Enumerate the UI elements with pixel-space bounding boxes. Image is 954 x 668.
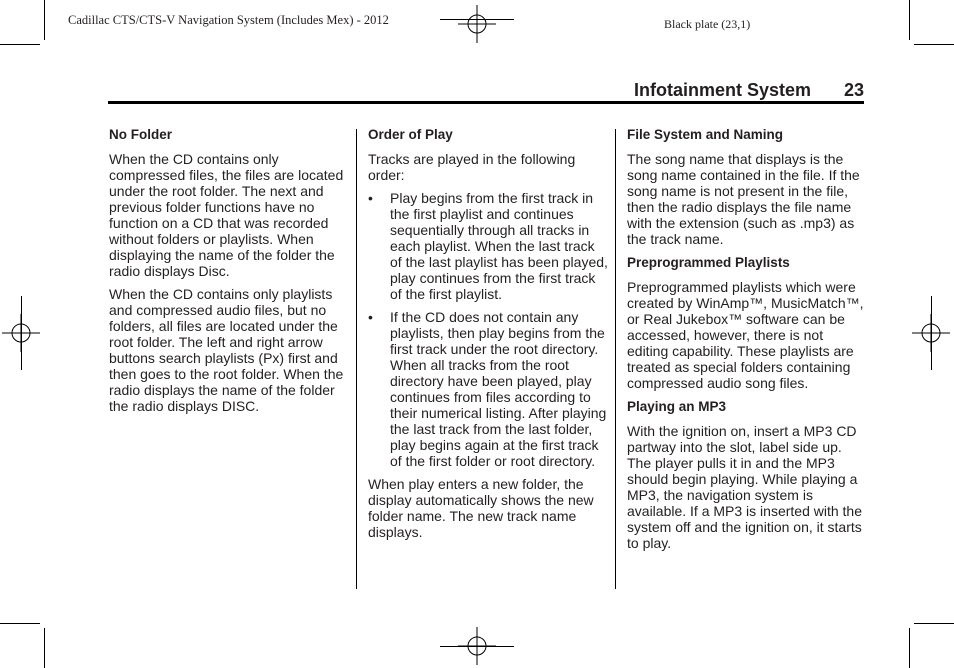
list-item — [368, 309, 608, 469]
list-item-text: If the CD does not contain any playlists, then play begins from the first track under the root directory. When all tracks from the root directory have been played, play continues from files according to their numerical listing. After playing the last track from the last folder, play begins again at the first track of the first folder or root directory. — [390, 309, 607, 469]
bullet-icon: • — [368, 309, 373, 325]
list-item — [368, 190, 608, 302]
bullet-list — [368, 190, 608, 469]
registration-mark-icon — [458, 5, 496, 43]
column-divider — [615, 129, 616, 589]
crop-mark-top-right-v — [909, 0, 910, 40]
heading-order-of-play: Order of Play — [368, 127, 453, 142]
registration-line-left — [21, 296, 22, 370]
crop-mark-bottom-right-v — [909, 628, 910, 668]
page-number: 23 — [843, 80, 864, 100]
crop-mark-bottom-right-h — [914, 623, 954, 624]
crop-mark-top-left-v — [44, 0, 45, 40]
registration-line-right — [931, 296, 932, 370]
plate-info-number: Black plate (23,1) — [664, 17, 751, 31]
paragraph: The song name that displays is the song name contained in the file. If the song name is not present in the file, then the radio displays the file name with the extension (such as .mp3) as the track name. — [627, 151, 860, 247]
list-item-text: Play begins from the first track in the first playlist and continues sequentially through all tracks in each playlist. When the last track of the last playlist has been played, play continues from the first track of the first playlist. — [390, 190, 608, 302]
column-1 — [109, 126, 347, 421]
bullet-icon: • — [368, 190, 373, 206]
paragraph: With the ignition on, insert a MP3 CD partway into the slot, label side up. The player pulls it in and the MP3 should begin playing. While playing a MP3, the navigation system is available. If a MP3 is inserted with the system off and the ignition on, it starts to play. — [627, 423, 863, 551]
paragraph: Preprogrammed playlists which were created by WinAmp™, MusicMatch™, or Real Jukebox™ software can be accessed, however, there is not editing capability. These playlists are treated as special folders containing compressed audio song files. — [627, 279, 864, 391]
crop-mark-top-left-h — [0, 44, 40, 45]
plate-info-title: Cadillac CTS/CTS-V Navigation System (Includes Mex) - 2012 — [68, 13, 389, 27]
heading-no-folder: No Folder — [109, 127, 172, 142]
section-title: Infotainment System — [633, 80, 811, 100]
crop-mark-bottom-left-v — [44, 628, 45, 668]
header-rule — [108, 101, 864, 104]
crop-mark-top-right-h — [914, 44, 954, 45]
paragraph: Tracks are played in the following order: — [368, 151, 576, 183]
heading-playing-mp3: Playing an MP3 — [627, 399, 727, 414]
crop-mark-bottom-left-h — [0, 623, 40, 624]
paragraph: When the CD contains only compressed files, the files are located under the root folder. The next and previous folder functions have no function on a CD that was recorded without folders or playlists. When displaying the name of the folder the radio displays Disc. — [109, 151, 344, 279]
column-3 — [627, 126, 867, 558]
heading-file-system: File System and Naming — [627, 127, 784, 142]
paragraph: When the CD contains only playlists and compressed audio files, but no folders, all files are located under the root folder. The left and right arrow buttons search playlists (Px) first and then goes to the root folder. When the radio displays the name of the folder the radio displays DISC. — [109, 286, 344, 414]
paragraph: When play enters a new folder, the display automatically shows the new folder name. The new track name displays. — [368, 476, 594, 540]
registration-line-top — [440, 19, 514, 20]
registration-line-bottom — [440, 646, 514, 647]
column-2 — [368, 126, 608, 547]
heading-preprogrammed-playlists: Preprogrammed Playlists — [627, 255, 790, 270]
column-divider — [356, 129, 357, 589]
